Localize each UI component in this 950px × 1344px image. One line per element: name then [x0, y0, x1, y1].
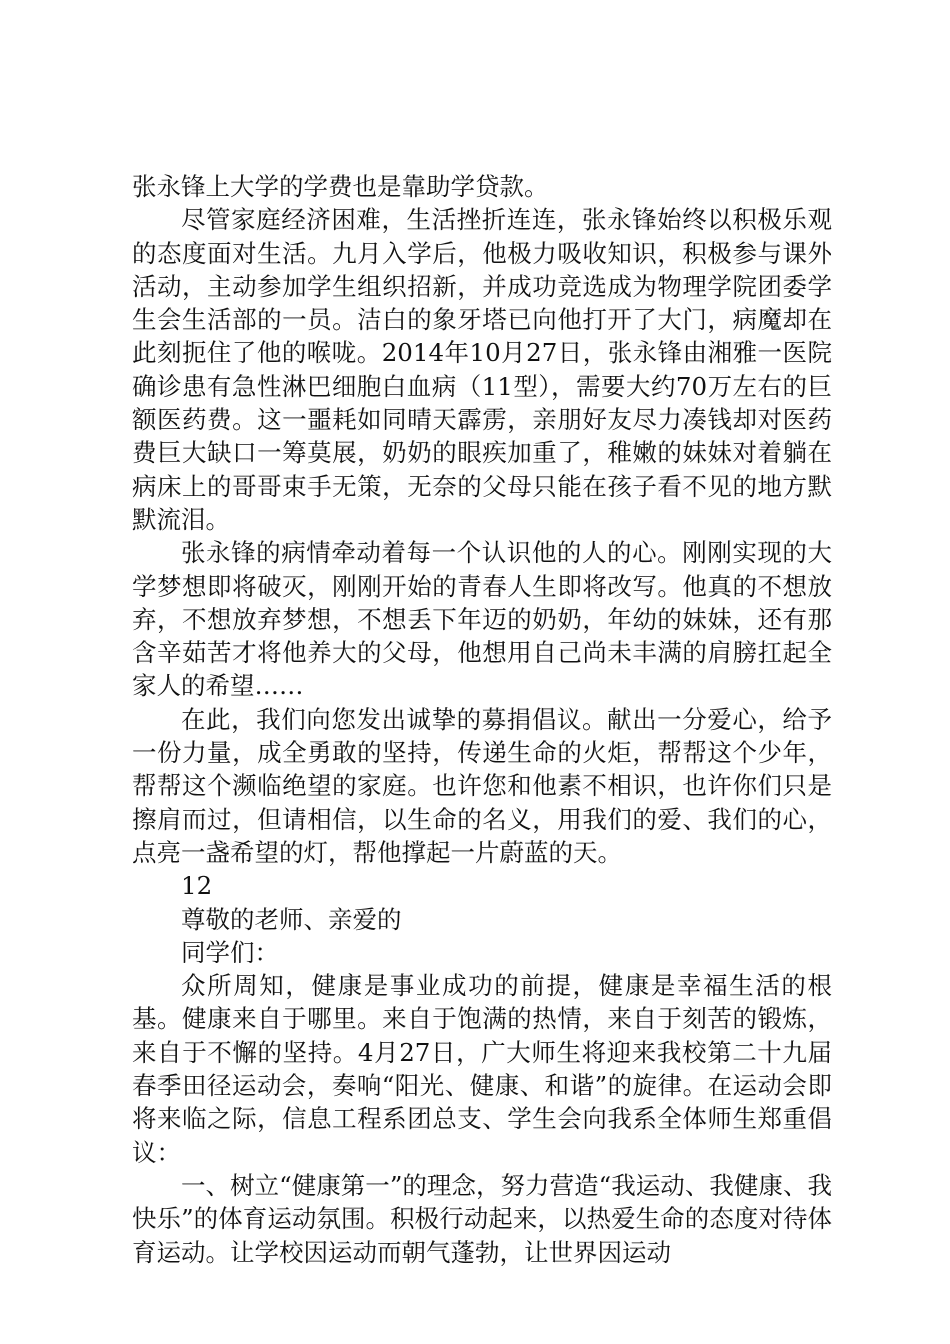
paragraph-illness-story: 尽管家庭经济困难，生活挫折连连，张永锋始终以积极乐观的态度面对生活。九月入学后，他极力吸收知识，积极参与课外活动，主动参加学生组织招新，并成功竞选成为物理学院团委学生会生活部的一员。洁白的象牙塔已向他打开了大门，病魔却在此刻扼住了他的喉咙。2014年10月27日，张永锋由湘雅一医院确诊患有急性淋巴细胞白血病（11型），需要大约70万左右的巨额医药费。这一噩耗如同晴天霹雳，亲朋好友尽力凑钱却对医药费巨大缺口一筹莫展，奶奶的眼疾加重了，稚嫩的妹妹对着躺在病床上的哥哥束手无策，无奈的父母只能在孩子看不见的地方默默流泪。 — [132, 205, 832, 534]
salutation-teachers: 尊敬的老师、亲爱的 — [181, 904, 402, 934]
salutation-students: 同学们： — [181, 937, 279, 967]
document-page — [132, 170, 832, 1269]
paragraph-dream-at-risk: 张永锋的病情牵动着每一个认识他的人的心。刚刚实现的大学梦想即将破灭，刚刚开始的青春人生即将改写。他真的不想放弃，不想放弃梦想，不想丢下年迈的奶奶，年幼的妹妹，还有那含辛茹苦才将他养大的父母，他想用自己尚未丰满的肩膀扛起全家人的希望…… — [132, 538, 832, 701]
paragraph-proposal-one: 一、树立“健康第一”的理念，努力营造“我运动、我健康、我快乐”的体育运动氛围。积极行动起来，以热爱生命的态度对待体育运动。让学校因运动而朝气蓬勃，让世界因运动 — [132, 1170, 832, 1267]
paragraph-donation-appeal: 在此，我们向您发出诚挚的募捐倡议。献出一分爱心，给予一份力量，成全勇敢的坚持，传递生命的火炬，帮帮这个少年，帮帮这个濒临绝望的家庭。也许您和他素不相识，也许你们只是擦肩而过，但请相信，以生命的名义，用我们的爱、我们的心，点亮一盏希望的灯，帮他撑起一片蔚蓝的天。 — [132, 704, 832, 867]
paragraph-tuition-loan: 张永锋上大学的学费也是靠助学贷款。 — [132, 172, 549, 201]
paragraph-health-intro: 众所周知，健康是事业成功的前提，健康是幸福生活的根基。健康来自于哪里。来自于饱满的热情，来自于刻苦的锻炼，来自于不懈的坚持。4月27日，广大师生将迎来我校第二十九届春季田径运动会，奏响“阳光、健康、和谐”的旋律。在运动会即将来临之际，信息工程系团总支、学生会向我系全体师生郑重倡议： — [132, 971, 832, 1167]
section-number: 12 — [181, 871, 213, 901]
